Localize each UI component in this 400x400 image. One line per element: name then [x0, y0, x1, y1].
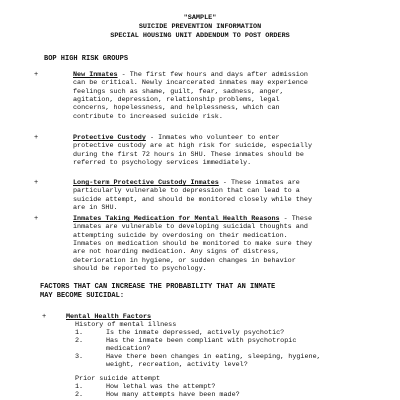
- bullet-protective-custody: +: [34, 134, 39, 142]
- paragraph-line: inmates are vulnerable to developing suicidal thoughts and: [73, 223, 308, 232]
- paragraph-protective-custody: [73, 134, 373, 167]
- question-text-cont: medication?: [106, 345, 151, 353]
- paragraph-long-term-pc: [73, 179, 373, 212]
- question-text: Has the inmate been compliant with psychotropic: [106, 337, 297, 345]
- document-subtitle: SPECIAL HOUSING UNIT ADDENDUM TO POST ORDERS: [110, 32, 290, 40]
- bullet-long-term-pc: +: [34, 179, 39, 187]
- paragraph-line: are in SHU.: [73, 204, 118, 213]
- section-heading-factors-cont: MAY BECOME SUICIDAL:: [40, 292, 125, 300]
- question-number: 1.: [75, 329, 84, 337]
- prior-attempt-label: Prior suicide attempt: [75, 375, 161, 383]
- item-title: New Inmates: [73, 71, 118, 79]
- paragraph-new-inmates: [73, 71, 373, 121]
- paragraph-line: protective custody are at high risk for suicide, especially: [73, 142, 312, 151]
- paragraph-line: concerns, hopelessness, and helplessness, which can: [73, 104, 280, 113]
- prior-question-text: How many attempts have been made?: [106, 391, 240, 399]
- paragraph-line: should be reported to psychology.: [73, 265, 207, 274]
- paragraph-line: particularly vulnerable to depression that can lead to a: [73, 187, 300, 196]
- paragraph-line: feelings such as shame, guilt, fear, sadness, anger,: [73, 87, 284, 96]
- paragraph-first-line: [73, 71, 373, 79]
- item-intro: - These: [279, 215, 312, 223]
- question-number: 2.: [75, 337, 84, 345]
- prior-question-number: 2.: [75, 391, 84, 399]
- bullet-new-inmates: +: [34, 71, 39, 79]
- sample-label: "SAMPLE": [183, 14, 217, 22]
- item-title: Inmates Taking Medication for Mental Health Reasons: [73, 215, 280, 223]
- paragraph-line: contribute to increased suicide risk.: [73, 112, 223, 121]
- question-number: 3.: [75, 353, 84, 361]
- paragraph-line: Inmates on medication should be monitored to make sure they: [73, 240, 312, 249]
- question-text-cont: weight, recreation, activity level?: [106, 361, 248, 369]
- item-title: Long-term Protective Custody Inmates: [73, 179, 219, 187]
- paragraph-first-line: [73, 179, 373, 187]
- item-intro: - The first few hours and days after admission: [117, 71, 308, 79]
- section-heading-factors: FACTORS THAT CAN INCREASE THE PROBABILITY THAT AN INMATE: [40, 283, 276, 291]
- prior-question-text: How lethal was the attempt?: [106, 383, 216, 391]
- question-text: Have there been changes in eating, sleeping, hygiene,: [106, 353, 321, 361]
- document-title: SUICIDE PREVENTION INFORMATION: [138, 23, 262, 31]
- paragraph-first-line: [73, 215, 373, 223]
- item-title: Protective Custody: [73, 134, 146, 142]
- bullet-medication: +: [34, 215, 39, 223]
- paragraph-line: deterioration in hygiene, or sudden changes in behavior: [73, 256, 296, 265]
- question-text: Is the inmate depressed, actively psychotic?: [106, 329, 285, 337]
- paragraph-line: suicide attempt, and should be monitored closely while they: [73, 195, 312, 204]
- paragraph-line: are not hoarding medication. Any signs of distress,: [73, 248, 280, 257]
- section-heading-high-risk: BOP HIGH RISK GROUPS: [44, 55, 129, 63]
- item-intro: - Inmates who volunteer to enter: [145, 134, 280, 142]
- bullet-mental-health: +: [42, 313, 47, 321]
- paragraph-line: during the first 72 hours in SHU. These inmates should be: [73, 150, 304, 159]
- history-label: History of mental illness: [75, 321, 177, 329]
- item-intro: - These inmates are: [218, 179, 300, 187]
- prior-question-number: 1.: [75, 383, 84, 391]
- paragraph-line: agitation, depression, relationship problems, legal: [73, 96, 280, 105]
- paragraph-line: attempting suicide by overdosing on their medication.: [73, 231, 288, 240]
- factor-title: Mental Health Factors: [66, 313, 152, 321]
- paragraph-first-line: [73, 134, 373, 142]
- paragraph-line: referred to psychology services immediately.: [73, 159, 252, 168]
- paragraph-medication: [73, 215, 373, 273]
- paragraph-line: can be critical. Newly incarcerated inmates may experience: [73, 79, 308, 88]
